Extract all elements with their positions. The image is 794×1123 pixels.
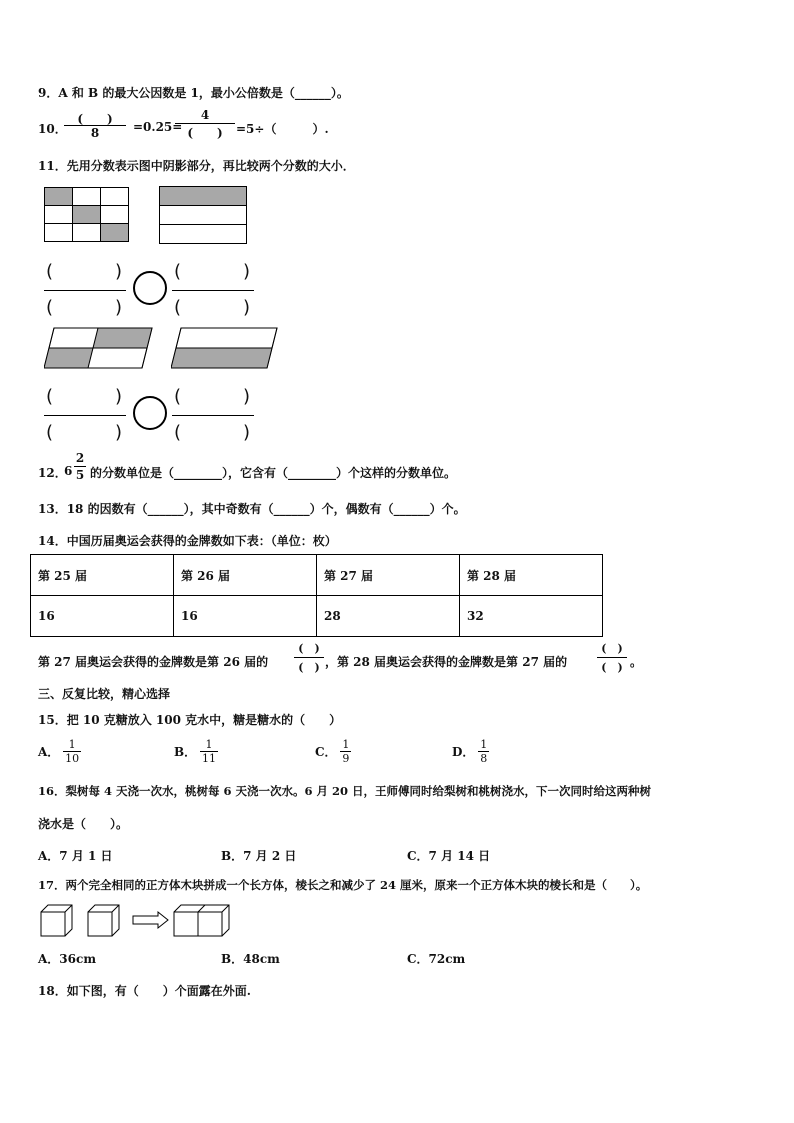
answer-fraction-left-1 [44,259,126,325]
option-label: C． [315,745,337,759]
blank: ( ) [601,642,623,655]
grid-cell [45,224,73,242]
paren-close: ) [114,297,122,318]
question-15: 15．把 10 克糖放入 100 克水中，糖是糖水的（ ） [38,713,342,727]
q12-frac-num: 2 [75,451,85,465]
q12-whole: 6 [64,464,73,478]
fraction-bar [172,415,254,416]
question-12-number: 12． [38,466,67,480]
q10-tail: =5÷（ ）. [236,122,329,136]
fraction-bar [74,466,86,467]
fraction-den: 10 [65,752,80,765]
grid-cell [45,206,73,224]
question-9: 9．A 和 B 的最大公因数是 1，最小公倍数是（______）。 [38,86,349,100]
answer-fraction-right-1 [172,259,254,325]
q15-option-c[interactable] [315,738,351,765]
grid-cell-shaded [73,206,101,224]
q10-f2-top: 4 [200,108,210,122]
shaded-quarter [44,348,93,368]
table-header-cell: 第 25 届 [31,555,174,596]
q14-question-part1: 第 27 届奥运会获得的金牌数是第 26 届的 [38,655,269,669]
shaded-quarter [93,328,152,348]
grid-cell-shaded [45,188,73,206]
q12-frac-den: 5 [75,468,85,482]
fraction-bar [44,290,126,291]
paren-open: ( [46,422,54,443]
paren-close: ) [242,422,250,443]
q15-option-d[interactable] [452,738,489,765]
q16-option-b[interactable]: B．7 月 2 日 [221,849,297,863]
paren-open: ( [174,297,182,318]
paren-open: ( [46,297,54,318]
rectangle-thirds-figure [159,186,247,244]
q14-question-part2: ，第 28 届奥运会获得的金牌数是第 27 届的 [325,655,568,669]
paren-close: ) [114,261,122,282]
table-header-cell: 第 26 届 [174,555,317,596]
grid-cell [73,224,101,242]
q14-answer-fraction-2 [597,640,627,675]
option-label: B． [174,745,197,759]
question-11: 11．先用分数表示图中阴影部分，再比较两个分数的大小． [38,159,355,173]
medal-table [30,554,603,637]
table-header-row [31,555,603,596]
question-10-number: 10． [38,122,67,136]
question-16-line1: 16．梨树每 4 天浇一次水，桃树每 6 天浇一次水。6 月 20 日，王师傅同时给梨树和桃树浇水，下一次同时给这两种树 [38,784,652,798]
blank: ( ) [601,661,623,674]
question-18: 18．如下图，有（ ）个面露在外面. [38,984,251,998]
q16-option-c[interactable]: C．7 月 14 日 [407,849,491,863]
parallelogram-halves-figure [171,327,279,371]
fraction-num: 1 [342,738,350,751]
blank: ( ) [298,661,320,674]
q10-fraction-2 [175,108,235,139]
q10-f2-bottom: ( ) [187,126,223,140]
fraction-bar [172,290,254,291]
cubes-to-cuboid-figure [40,902,234,938]
question-16-line2: 浇水是（ ）。 [38,817,129,831]
fraction-den: 11 [201,752,216,765]
table-header-cell: 第 27 届 [317,555,460,596]
paren-open: ( [174,422,182,443]
fraction-den: 9 [342,752,350,765]
option-fraction [200,738,218,765]
q12-fraction [74,451,86,482]
grid-3x3-figure [44,187,129,242]
table-row [31,596,603,637]
q10-f1-top: ( ) [77,112,113,126]
parallelogram-quarters-figure [44,327,156,371]
fraction-den: 8 [480,752,488,765]
q16-option-a[interactable]: A．7 月 1 日 [38,849,113,863]
option-label: D． [452,745,475,759]
option-fraction [63,738,81,765]
q10-fraction-1 [64,110,126,141]
shaded-half [171,348,272,368]
shaded-strip [160,187,246,206]
question-14-title: 14．中国历届奥运会获得的金牌数如下表：（单位：枚） [38,534,337,548]
grid-cell [73,188,101,206]
fraction-num: 1 [480,738,488,751]
q10-mid: =0.25= [133,120,183,134]
q14-answer-fraction-1 [294,640,324,675]
table-header-cell: 第 28 届 [460,555,603,596]
table-cell: 28 [317,596,460,637]
paren-open: ( [46,386,54,407]
fraction-bar [44,415,126,416]
fraction-num: 1 [205,738,213,751]
table-cell: 32 [460,596,603,637]
paren-close: ) [114,422,122,443]
compare-circle[interactable] [133,396,167,430]
q17-option-a[interactable]: A．36cm [38,952,97,966]
table-cell: 16 [174,596,317,637]
q10-f1-bottom: 8 [90,126,100,140]
q12-rest: 的分数单位是（________），它含有（________）个这样的分数单位。 [90,466,457,480]
option-fraction [340,738,351,765]
fraction-num: 1 [68,738,76,751]
grid-cell-shaded [101,224,129,242]
table-cell: 16 [31,596,174,637]
blank: ( ) [298,642,320,655]
paren-close: ) [242,386,250,407]
option-label: A． [38,745,60,759]
q15-option-a[interactable] [38,738,81,765]
answer-fraction-right-2 [172,384,254,450]
question-13: 13．18 的因数有（______），其中奇数有（______）个，偶数有（______）个。 [38,502,466,516]
question-17: 17．两个完全相同的正方体木块拼成一个长方体，棱长之和减少了 24 厘米，原来一个正方体木块的棱长和是（ ）。 [38,878,648,892]
option-fraction [478,738,489,765]
paren-open: ( [174,261,182,282]
q17-option-c[interactable]: C．72cm [407,952,466,966]
paren-close: ) [242,261,250,282]
paren-open: ( [46,261,54,282]
fraction-bar [597,657,627,658]
grid-cell [101,188,129,206]
q14-question-end: 。 [630,655,643,669]
paren-close: ) [114,386,122,407]
strip [160,206,246,225]
q17-option-b[interactable]: B．48cm [221,952,280,966]
fraction-bar [294,657,324,658]
paren-open: ( [174,386,182,407]
section-3-heading: 三、反复比较，精心选择 [38,687,171,701]
compare-circle[interactable] [133,271,167,305]
grid-cell [101,206,129,224]
q15-option-b[interactable] [174,738,218,765]
answer-fraction-left-2 [44,384,126,450]
paren-close: ) [242,297,250,318]
